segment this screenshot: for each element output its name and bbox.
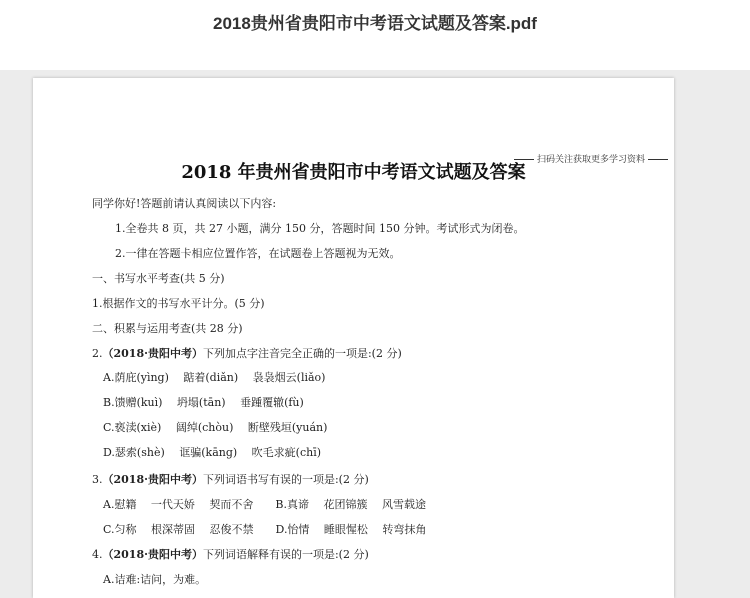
question-2-number: 2.	[92, 347, 103, 360]
question-3-options-cd: C.匀称 根深蒂固 忍俊不禁 D.怡情 睡眼惺松 转弯抹角	[103, 523, 427, 536]
question-3-tag: （2018·贵阳中考）	[102, 473, 203, 486]
question-3-text: 下列词语书写有误的一项是:(2 分)	[202, 473, 369, 486]
question-4-option-a: A.诘难:诘问，为难。	[103, 573, 207, 586]
question-2-text: 下列加点字注音完全正确的一项是:(2 分)	[202, 347, 402, 360]
question-4-tag: （2018·贵阳中考）	[102, 548, 203, 561]
rule-1: 1.全卷共 8 页，共 27 小题，满分 150 分，答题时间 150 分钟。考试形式为闭卷。	[115, 222, 525, 235]
question-2-option-d: D.瑟索(shè) 诓骗(kāng) 吹毛求疵(chī)	[103, 446, 322, 459]
question-2-option-b: B.馈赠(kuì) 坍塌(tān) 垂踵覆辙(fù)	[103, 396, 304, 409]
question-4-text: 下列词语解释有误的一项是:(2 分)	[202, 548, 369, 561]
question-3-options-ab: A.慰籍 一代天娇 契而不舍 B.真谛 花团锦簇 风雪载途	[103, 498, 427, 511]
document-page	[33, 78, 674, 598]
question-2	[92, 345, 402, 361]
question-3-number: 3.	[92, 473, 103, 486]
question-1: 1.根据作文的书写水平计分。(5 分)	[92, 297, 265, 310]
question-3	[92, 471, 369, 487]
section-2-heading: 二、积累与运用考查(共 28 分)	[92, 322, 243, 335]
intro-text: 同学你好!答题前请认真阅读以下内容:	[92, 197, 277, 210]
question-2-option-a: A.荫庇(yìng) 踮着(diǎn) 袅袅烟云(liǎo)	[103, 371, 326, 384]
question-4	[92, 546, 369, 562]
section-1-heading: 一、书写水平考查(共 5 分)	[92, 272, 225, 285]
file-title: 2018贵州省贵阳市中考语文试题及答案.pdf	[213, 14, 537, 33]
rule-2: 2.一律在答题卡相应位置作答，在试题卷上答题视为无效。	[115, 247, 401, 260]
document-title: 2018 年贵州省贵阳市中考语文试题及答案	[181, 162, 526, 183]
watermark-label: 扫码关注获取更多学习资料	[537, 154, 646, 164]
viewer-header	[0, 0, 750, 70]
question-4-number: 4.	[92, 548, 103, 561]
question-2-tag: （2018·贵阳中考）	[102, 347, 203, 360]
question-2-option-c: C.亵渎(xiè) 阔绰(chòu) 断壁残垣(yuán)	[103, 421, 328, 434]
